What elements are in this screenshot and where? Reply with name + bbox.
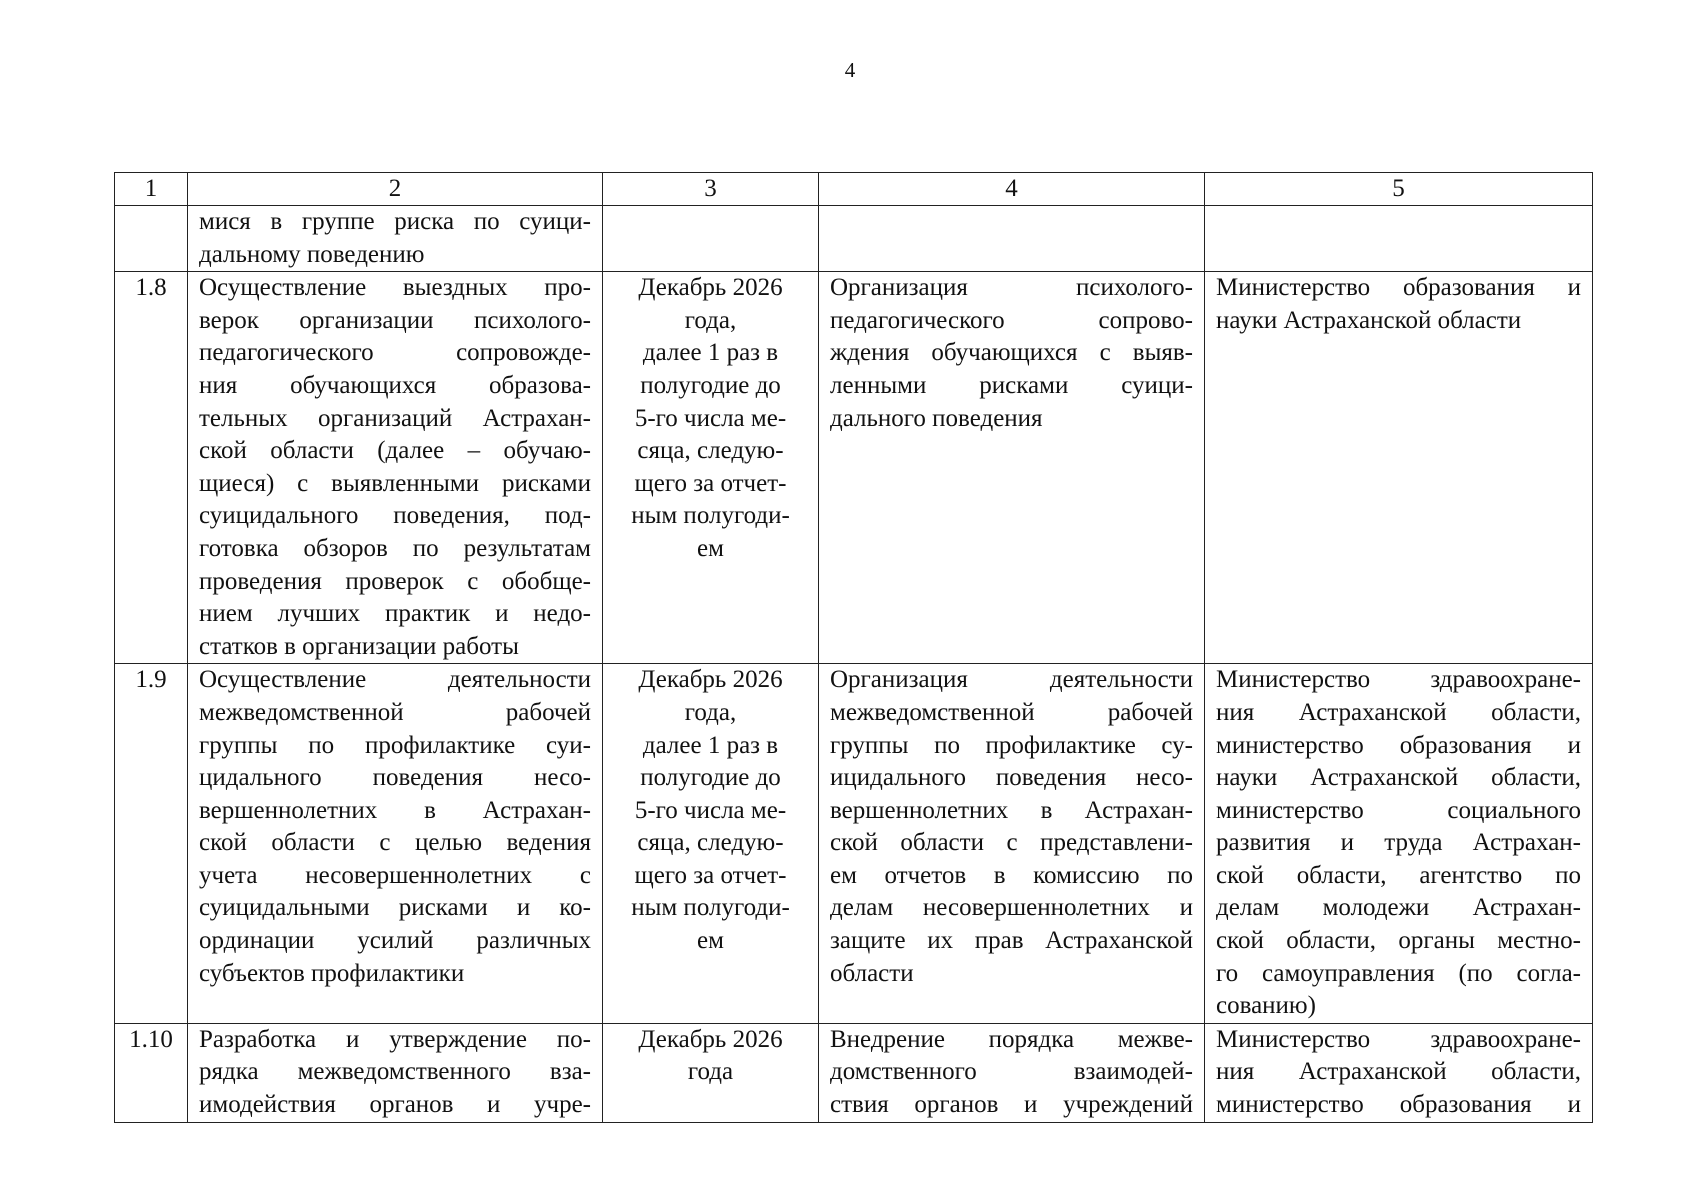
result-cell-line: дального поведения bbox=[830, 404, 1043, 432]
row-number-text: 1.8 bbox=[135, 274, 167, 302]
measure-cell-line: ской области с целью ведения bbox=[199, 829, 591, 857]
result-cell-line: ем отчетов в комиссию по bbox=[830, 861, 1193, 889]
responsible-cell bbox=[1205, 1023, 1593, 1122]
term-cell-line: далее 1 раз в bbox=[642, 731, 779, 759]
measure-cell-line: мися в группе риска по суици- bbox=[199, 208, 591, 235]
result-cell-line: педагогического сопрово- bbox=[830, 306, 1193, 334]
term-cell-line: Декабрь 2026 bbox=[638, 274, 783, 302]
column-header-2: 2 bbox=[188, 173, 603, 206]
measure-cell-line: дальному поведению bbox=[199, 240, 425, 268]
column-header-5: 5 bbox=[1205, 173, 1593, 206]
table-row bbox=[115, 1023, 1593, 1122]
measure-cell-line: суицидальными рисками и ко- bbox=[199, 894, 591, 922]
responsible-cell-line: министерство социального bbox=[1216, 796, 1581, 824]
measure-cell bbox=[188, 1023, 603, 1122]
result-cell-line: ицидального поведения несо- bbox=[830, 764, 1193, 792]
measure-cell-line: цидального поведения несо- bbox=[199, 764, 591, 792]
measure-cell-line: межведомственной рабочей bbox=[199, 698, 591, 726]
result-cell bbox=[819, 272, 1205, 664]
measure-cell-line: имодействия органов и учре- bbox=[199, 1091, 591, 1119]
row-number bbox=[115, 1023, 188, 1122]
responsible-cell-line: науки Астраханской области bbox=[1216, 306, 1522, 334]
responsible-cell-line: сованию) bbox=[1216, 992, 1316, 1020]
responsible-cell bbox=[1205, 206, 1593, 272]
term-cell-line: щего за отчет- bbox=[634, 861, 787, 889]
term-cell-line: сяца, следую- bbox=[637, 829, 784, 857]
result-cell-line: вершеннолетних в Астрахан- bbox=[830, 796, 1193, 824]
responsible-cell-line: го самоуправления (по согла- bbox=[1216, 959, 1581, 987]
result-cell bbox=[819, 1023, 1205, 1122]
term-cell-line: года, bbox=[684, 306, 737, 334]
result-cell-line: Организация деятельности bbox=[830, 666, 1193, 694]
term-cell-line: Декабрь 2026 bbox=[638, 666, 783, 694]
header-row bbox=[115, 173, 1593, 206]
measure-cell-line: Осуществление деятельности bbox=[199, 666, 591, 694]
responsible-cell-line: Министерство образования и bbox=[1216, 274, 1581, 302]
row-number bbox=[115, 272, 188, 664]
column-header-1: 1 bbox=[115, 173, 188, 206]
table-row bbox=[115, 206, 1593, 272]
term-cell bbox=[603, 272, 819, 664]
term-cell-line: полугодие до bbox=[640, 371, 781, 399]
term-cell-line: далее 1 раз в bbox=[642, 339, 779, 367]
responsible-cell-line: ния Астраханской области, bbox=[1216, 698, 1581, 726]
result-cell-line: ской области с представлени- bbox=[830, 829, 1193, 857]
term-cell-line: ным полугоди- bbox=[631, 894, 790, 922]
term-cell-line: 5-го числа ме- bbox=[634, 404, 787, 432]
measure-cell-line: субъектов профилактики bbox=[199, 959, 465, 987]
result-cell-line: области bbox=[830, 959, 914, 987]
page-number: 4 bbox=[844, 58, 856, 82]
measure-cell-line: ординации усилий различных bbox=[199, 927, 591, 955]
measure-cell-line: ния обучающихся образова- bbox=[199, 371, 591, 399]
term-cell-line: сяца, следую- bbox=[637, 437, 784, 465]
responsible-cell bbox=[1205, 664, 1593, 1024]
responsible-cell-line: ской области, агентство по bbox=[1216, 861, 1581, 889]
result-cell-line: ждения обучающихся с выяв- bbox=[830, 339, 1193, 367]
measure-cell-line: суицидального поведения, под- bbox=[199, 502, 591, 530]
measure-cell-line: готовка обзоров по результатам bbox=[199, 534, 591, 562]
measure-cell-line: нием лучших практик и недо- bbox=[199, 600, 591, 628]
measure-cell-line: Осуществление выездных про- bbox=[199, 274, 591, 302]
result-cell-line: межведомственной рабочей bbox=[830, 698, 1193, 726]
measure-cell-line: ской области (далее – обучаю- bbox=[199, 437, 591, 465]
term-cell-line: ем bbox=[697, 534, 724, 562]
row-number-text: 1.10 bbox=[129, 1025, 173, 1053]
measure-cell-line: статков в организации работы bbox=[199, 632, 519, 660]
responsible-cell bbox=[1205, 272, 1593, 664]
term-cell-line: года, bbox=[684, 698, 737, 726]
responsible-cell-line: ской области, органы местно- bbox=[1216, 927, 1581, 955]
responsible-cell-line: министерство образования и bbox=[1216, 1091, 1581, 1119]
term-cell-line: ем bbox=[697, 927, 724, 955]
responsible-cell-line: Министерство здравоохране- bbox=[1216, 666, 1581, 694]
responsible-cell-line: делам молодежи Астрахан- bbox=[1216, 894, 1581, 922]
measure-cell-line: учета несовершеннолетних с bbox=[199, 861, 591, 889]
column-header-4: 4 bbox=[819, 173, 1205, 206]
measure-cell-line: верок организации психолого- bbox=[199, 306, 591, 334]
measure-cell-line: Разработка и утверждение по- bbox=[199, 1025, 591, 1053]
result-cell-line: Внедрение порядка межве- bbox=[830, 1025, 1193, 1053]
term-cell bbox=[603, 206, 819, 272]
measure-cell-line: вершеннолетних в Астрахан- bbox=[199, 796, 591, 824]
measure-cell-line: проведения проверок с обобще- bbox=[199, 567, 591, 595]
action-plan-table bbox=[114, 172, 1593, 1123]
result-cell-line: домственного взаимодей- bbox=[830, 1058, 1193, 1086]
result-cell-line: ленными рисками суици- bbox=[830, 371, 1193, 399]
measure-cell-line: группы по профилактике суи- bbox=[199, 731, 591, 759]
measure-cell-line: педагогического сопровожде- bbox=[199, 339, 591, 367]
responsible-cell-line: Министерство здравоохране- bbox=[1216, 1025, 1581, 1053]
row-number bbox=[115, 206, 188, 272]
measure-cell bbox=[188, 664, 603, 1024]
term-cell-line: Декабрь 2026 bbox=[638, 1025, 783, 1053]
term-cell bbox=[603, 1023, 819, 1122]
term-cell-line: 5-го числа ме- bbox=[634, 796, 787, 824]
responsible-cell-line: ния Астраханской области, bbox=[1216, 1058, 1581, 1086]
result-cell bbox=[819, 206, 1205, 272]
result-cell bbox=[819, 664, 1205, 1024]
result-cell-line: группы по профилактике су- bbox=[830, 731, 1193, 759]
responsible-cell-line: науки Астраханской области, bbox=[1216, 764, 1581, 792]
result-cell-line: ствия органов и учреждений bbox=[830, 1091, 1193, 1119]
responsible-cell-line: министерство образования и bbox=[1216, 731, 1581, 759]
responsible-cell-line: развития и труда Астрахан- bbox=[1216, 829, 1581, 857]
measure-cell-line: рядка межведомственного вза- bbox=[199, 1058, 591, 1086]
row-number bbox=[115, 664, 188, 1024]
term-cell bbox=[603, 664, 819, 1024]
table-row bbox=[115, 664, 1593, 1024]
term-cell-line: щего за отчет- bbox=[634, 469, 787, 497]
measure-cell-line: щиеся) с выявленными рисками bbox=[199, 469, 591, 497]
table-row bbox=[115, 272, 1593, 664]
term-cell-line: полугодие до bbox=[640, 764, 781, 792]
term-cell-line: ным полугоди- bbox=[631, 502, 790, 530]
row-number-text: 1.9 bbox=[135, 666, 167, 694]
term-cell-line: года bbox=[687, 1058, 734, 1086]
column-header-3: 3 bbox=[603, 173, 819, 206]
measure-cell-line: тельных организаций Астрахан- bbox=[199, 404, 591, 432]
measure-cell bbox=[188, 206, 603, 272]
result-cell-line: защите их прав Астраханской bbox=[830, 927, 1193, 955]
result-cell-line: делам несовершеннолетних и bbox=[830, 894, 1193, 922]
table-body bbox=[115, 173, 1593, 1123]
measure-cell bbox=[188, 272, 603, 664]
result-cell-line: Организация психолого- bbox=[830, 274, 1193, 302]
